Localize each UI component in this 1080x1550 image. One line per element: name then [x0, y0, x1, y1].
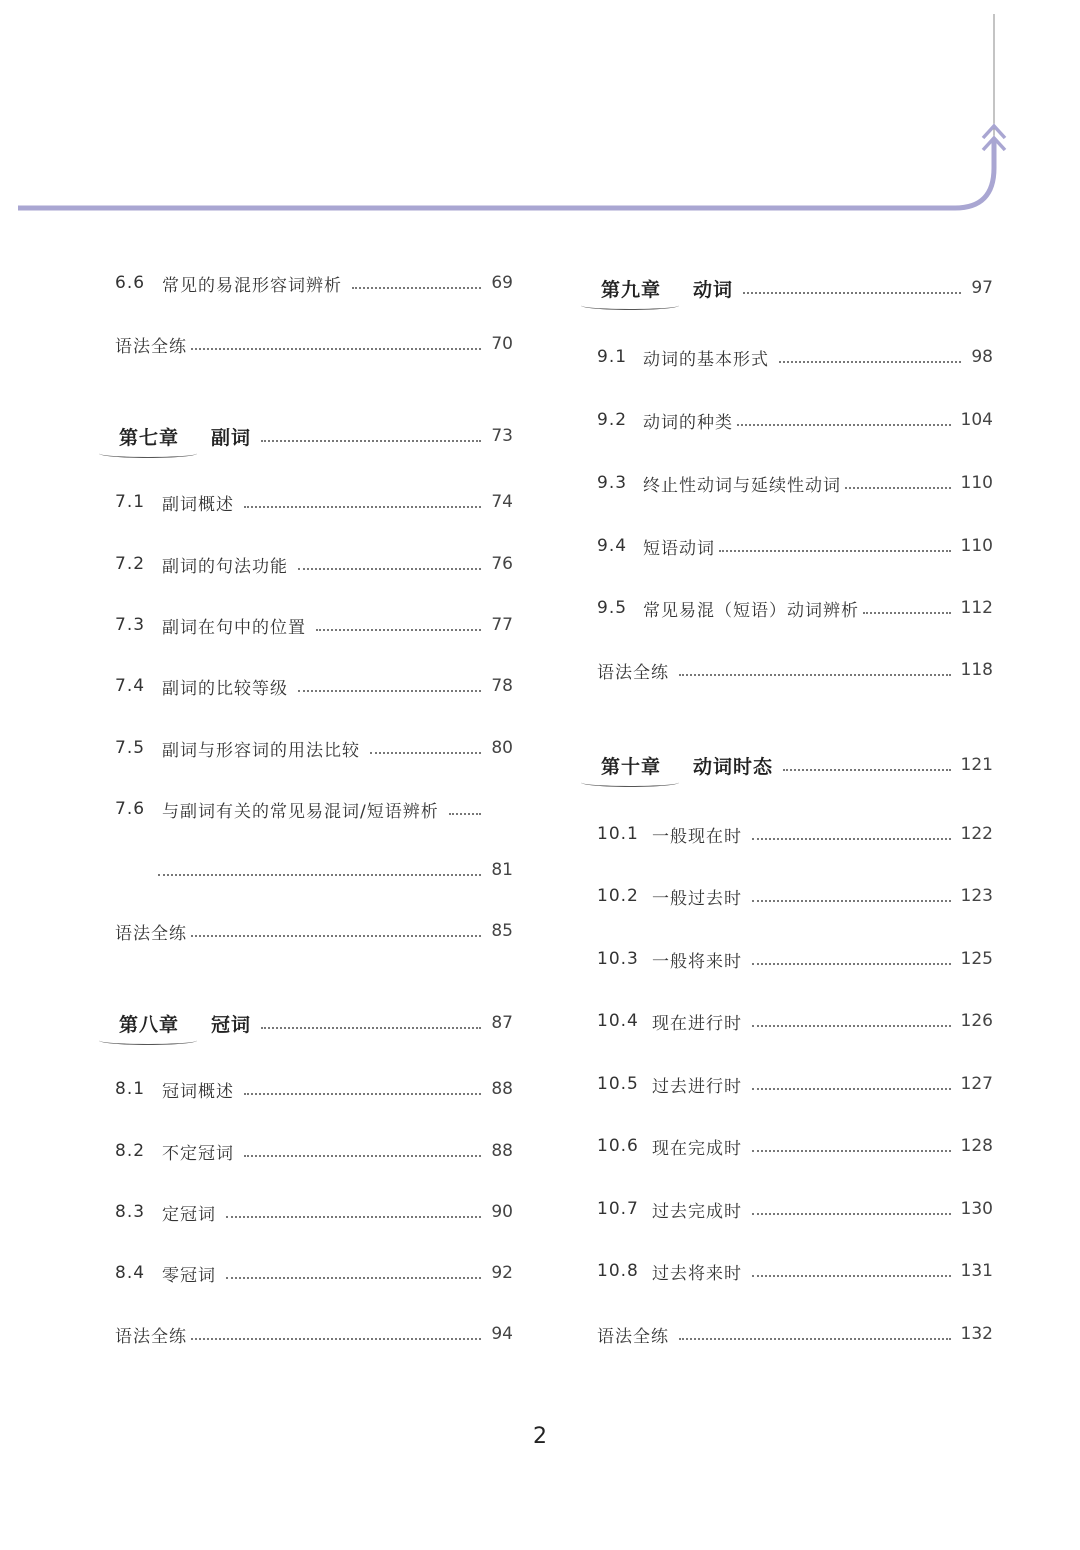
entry-title: 常见的易混形容词辨析 [162, 275, 342, 296]
entry-title: 一般过去时 [652, 888, 742, 909]
toc-entry[interactable] [115, 1255, 513, 1291]
toc-chapter-7[interactable] [115, 418, 513, 454]
entry-title: 语法全练 [597, 1326, 669, 1347]
entry-page: 76 [491, 554, 513, 574]
dot-leader [752, 1087, 951, 1090]
toc-entry[interactable] [115, 546, 513, 582]
dot-leader [752, 1274, 951, 1277]
entry-number: 10.4 [597, 1011, 639, 1031]
toc-entry[interactable] [597, 590, 993, 626]
entry-number: 10.8 [597, 1261, 639, 1281]
entry-page: 112 [960, 598, 993, 618]
entry-title: 动词的种类 [643, 412, 733, 433]
toc-chapter-10[interactable] [597, 747, 993, 783]
chapter-label: 第九章 [601, 275, 661, 302]
dot-leader [191, 1337, 481, 1340]
dot-leader [752, 962, 951, 965]
toc-entry[interactable] [597, 1191, 993, 1227]
entry-number: 9.4 [597, 536, 628, 556]
entry-page: 128 [960, 1136, 993, 1156]
entry-page: 70 [491, 334, 513, 354]
dot-leader [752, 837, 951, 840]
dot-leader [370, 751, 481, 754]
dot-leader [298, 567, 481, 570]
entry-number: 6.6 [115, 273, 146, 293]
entry-title: 过去进行时 [652, 1076, 742, 1097]
entry-number: 10.6 [597, 1136, 639, 1156]
toc-entry[interactable] [597, 402, 993, 438]
entry-title: 现在进行时 [652, 1013, 742, 1034]
toc-practice-entry[interactable] [115, 326, 513, 362]
entry-number: 8.3 [115, 1202, 146, 1222]
toc-practice-entry[interactable] [597, 1316, 993, 1352]
entry-title: 终止性动词与延续性动词 [643, 475, 841, 496]
entry-title: 语法全练 [115, 923, 187, 944]
entry-title: 冠词概述 [162, 1081, 234, 1102]
entry-number: 8.4 [115, 1263, 146, 1283]
dot-leader [752, 1212, 951, 1215]
entry-number: 7.1 [115, 492, 146, 512]
toc-entry[interactable] [115, 1071, 513, 1107]
toc-entry[interactable] [597, 465, 993, 501]
chapter-label: 第十章 [601, 752, 661, 779]
entry-title: 过去将来时 [652, 1263, 742, 1284]
entry-page: 87 [491, 1013, 513, 1033]
dot-leader [261, 1026, 481, 1029]
entry-number: 7.6 [115, 799, 146, 819]
chapter-name: 副词 [211, 426, 252, 449]
entry-page: 123 [960, 886, 993, 906]
header-decoration [0, 0, 1080, 230]
dot-leader [783, 768, 951, 771]
entry-number: 10.1 [597, 824, 639, 844]
toc-entry[interactable] [115, 1133, 513, 1169]
entry-page: 78 [491, 676, 513, 696]
dot-leader [226, 1215, 481, 1218]
toc-entry[interactable] [597, 1253, 993, 1289]
entry-number: 10.3 [597, 949, 639, 969]
entry-number: 9.2 [597, 410, 628, 430]
dot-leader [719, 549, 951, 552]
toc-entry[interactable] [597, 1128, 993, 1164]
entry-number: 10.5 [597, 1074, 639, 1094]
entry-title: 不定冠词 [162, 1143, 234, 1164]
dot-leader [226, 1276, 481, 1279]
dot-leader [679, 1337, 951, 1340]
entry-page: 88 [491, 1079, 513, 1099]
dot-leader [779, 360, 961, 363]
toc-entry[interactable] [115, 484, 513, 520]
entry-page: 126 [960, 1011, 993, 1031]
entry-title: 过去完成时 [652, 1201, 742, 1222]
entry-title: 定冠词 [162, 1204, 216, 1225]
entry-title: 现在完成时 [652, 1138, 742, 1159]
entry-title: 副词的比较等级 [162, 678, 288, 699]
dot-leader [352, 286, 481, 289]
entry-page: 85 [491, 921, 513, 941]
entry-page: 110 [960, 536, 993, 556]
entry-title: 零冠词 [162, 1265, 216, 1286]
toc-entry[interactable] [115, 791, 513, 827]
dot-leader [449, 812, 481, 815]
entry-page: 69 [491, 273, 513, 293]
entry-title: 副词与形容词的用法比较 [162, 740, 360, 761]
entry-title: 动词的基本形式 [643, 349, 769, 370]
toc-entry[interactable] [597, 816, 993, 852]
chapter-label: 第八章 [119, 1010, 179, 1037]
dot-leader [316, 628, 481, 631]
toc-chapter-9[interactable] [597, 270, 993, 306]
entry-page: 122 [960, 824, 993, 844]
dot-leader [244, 1092, 481, 1095]
toc-entry[interactable] [115, 1194, 513, 1230]
toc-entry[interactable] [115, 607, 513, 643]
toc-practice-entry[interactable] [597, 652, 993, 688]
entry-page: 74 [491, 492, 513, 512]
entry-page: 98 [971, 347, 993, 367]
dot-leader [244, 505, 481, 508]
entry-title: 常见易混（短语）动词辨析 [643, 600, 859, 621]
entry-page: 104 [960, 410, 993, 430]
entry-page: 97 [971, 278, 993, 298]
entry-title: 短语动词 [643, 538, 715, 559]
entry-title: 语法全练 [115, 336, 187, 357]
entry-page: 121 [960, 755, 993, 775]
entry-page: 94 [491, 1324, 513, 1344]
dot-leader [679, 673, 951, 676]
entry-page: 118 [960, 660, 993, 680]
dot-leader [863, 611, 951, 614]
entry-number: 9.3 [597, 473, 628, 493]
toc-entry[interactable] [115, 730, 513, 766]
entry-page: 127 [960, 1074, 993, 1094]
toc-practice-entry[interactable] [115, 1316, 513, 1352]
entry-number: 10.7 [597, 1199, 639, 1219]
toc-entry[interactable] [597, 528, 993, 564]
dot-leader [752, 1149, 951, 1152]
toc-entry[interactable] [597, 1066, 993, 1102]
entry-page: 73 [491, 426, 513, 446]
chapter-name: 动词 [693, 278, 734, 301]
entry-title: 副词在句中的位置 [162, 617, 306, 638]
dot-leader [191, 934, 481, 937]
entry-title: 副词概述 [162, 494, 234, 515]
entry-title: 副词的句法功能 [162, 556, 288, 577]
entry-title: 一般现在时 [652, 826, 742, 847]
entry-page: 131 [960, 1261, 993, 1281]
toc-entry[interactable] [597, 339, 993, 375]
dot-leader [261, 439, 481, 442]
entry-number: 8.1 [115, 1079, 146, 1099]
chapter-name: 冠词 [211, 1013, 252, 1036]
entry-page: 88 [491, 1141, 513, 1161]
entry-number: 7.5 [115, 738, 146, 758]
entry-title: 语法全练 [597, 662, 669, 683]
entry-number: 8.2 [115, 1141, 146, 1161]
dot-leader [737, 423, 951, 426]
dot-leader [845, 486, 951, 489]
entry-page: 90 [491, 1202, 513, 1222]
toc-entry[interactable] [115, 265, 513, 301]
entry-page: 132 [960, 1324, 993, 1344]
entry-page: 92 [491, 1263, 513, 1283]
page-number: 2 [533, 1424, 547, 1449]
toc-chapter-8[interactable] [115, 1005, 513, 1041]
dot-leader [743, 291, 961, 294]
entry-page: 110 [960, 473, 993, 493]
entry-number: 9.5 [597, 598, 628, 618]
toc-entry[interactable] [597, 1003, 993, 1039]
entry-number: 10.2 [597, 886, 639, 906]
entry-title: 语法全练 [115, 1326, 187, 1347]
chapter-name: 动词时态 [693, 755, 774, 778]
entry-page: 125 [960, 949, 993, 969]
chapter-label: 第七章 [119, 423, 179, 450]
toc-entry-continuation[interactable] [158, 852, 513, 888]
entry-number: 7.3 [115, 615, 146, 635]
toc-entry[interactable] [597, 941, 993, 977]
entry-number: 9.1 [597, 347, 628, 367]
dot-leader [191, 347, 481, 350]
dot-leader [158, 873, 481, 876]
dot-leader [752, 899, 951, 902]
toc-practice-entry[interactable] [115, 913, 513, 949]
entry-page: 80 [491, 738, 513, 758]
entry-page: 77 [491, 615, 513, 635]
toc-entry[interactable] [115, 668, 513, 704]
entry-number: 7.2 [115, 554, 146, 574]
entry-page: 81 [491, 860, 513, 880]
dot-leader [244, 1154, 481, 1157]
entry-page: 130 [960, 1199, 993, 1219]
toc-entry[interactable] [597, 878, 993, 914]
entry-number: 7.4 [115, 676, 146, 696]
dot-leader [298, 689, 481, 692]
entry-title: 与副词有关的常见易混词/短语辨析 [162, 801, 439, 822]
entry-title: 一般将来时 [652, 951, 742, 972]
dot-leader [752, 1024, 951, 1027]
